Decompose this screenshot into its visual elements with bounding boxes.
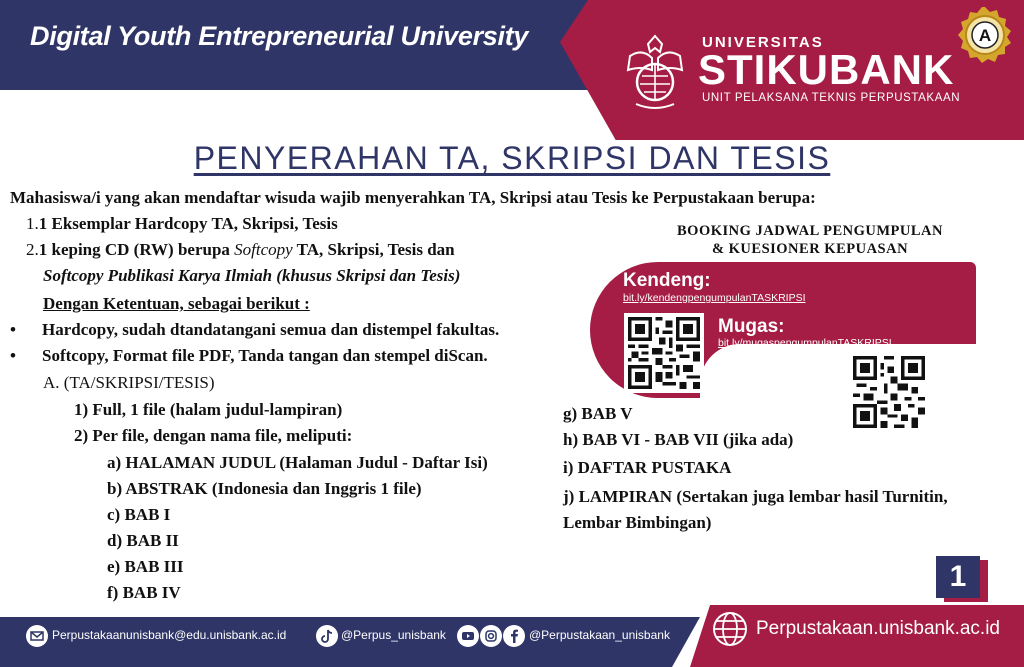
list-item-2-softcopy: Softcopy (234, 240, 293, 259)
file-item: j) LAMPIRAN (Sertakan juga lembar hasil Turnitin, (563, 487, 948, 506)
bullet-softcopy: • Softcopy, Format file PDF, Tanda tangan dan stempel diScan. (10, 346, 488, 365)
file-item: i) DAFTAR PUSTAKA (563, 458, 732, 477)
footer-email[interactable]: Perpustakaanunisbank@edu.unisbank.ac.id (52, 628, 287, 642)
list-item-1-text: 1 Eksemplar Hardcopy TA, Skripsi, Tesis (38, 214, 338, 233)
conditions-heading: Dengan Ketentuan, sebagai berikut : (43, 294, 310, 313)
bullet-softcopy-text: Softcopy, Format file PDF, Tanda tangan dan stempel diScan. (42, 346, 488, 365)
accreditation-badge-icon (956, 6, 1014, 64)
booking-heading-line1: BOOKING JADWAL PENGUMPULAN (677, 223, 943, 239)
facebook-icon (503, 625, 525, 647)
mugas-label: Mugas: (718, 316, 785, 337)
file-item: h) BAB VI - BAB VII (jika ada) (563, 430, 794, 449)
library-unit-label: UNIT PELAKSANA TEKNIS PERPUSTAKAAN (702, 92, 961, 104)
sub-item-full: 1) Full, 1 file (halam judul-lampiran) (74, 400, 343, 419)
booking-heading (630, 222, 990, 258)
footer-tiktok[interactable]: @Perpus_unisbank (341, 628, 446, 642)
sub-item-per-file: 2) Per file, dengan nama file, meliputi: (74, 426, 353, 445)
page-title (0, 140, 1024, 177)
globe-icon (712, 611, 748, 647)
page-number: 1 (936, 556, 980, 598)
booking-panel-cutout (700, 344, 990, 404)
university-label: UNIVERSITAS (702, 34, 824, 51)
list-item-1-number: 1. (26, 214, 39, 233)
mugas-link[interactable]: bit.ly/mugaspengumpulanTASKRIPSI (718, 337, 892, 349)
bullet-hardcopy-text: Hardcopy, sudah dtandatangani semua dan distempel fakultas. (42, 320, 500, 339)
bullet-hardcopy: • Hardcopy, sudah dtandatangani semua dan distempel fakultas. (10, 320, 500, 339)
university-emblem-icon (622, 30, 688, 112)
university-name: STIKUBANK (698, 46, 955, 93)
intro-text: Mahasiswa/i yang akan mendaftar wisuda wajib menyerahkan TA, Skripsi atau Tesis ke Perpustakaan berupa: (10, 188, 816, 207)
footer-contact-bar (0, 617, 700, 667)
kendeng-qr-code[interactable] (624, 313, 704, 393)
list-item-2 (26, 240, 455, 260)
list-item-2-continuation: Softcopy Publikasi Karya Ilmiah (khusus Skripsi dan Tesis) (43, 266, 461, 285)
file-item: b) ABSTRAK (Indonesia dan Inggris 1 file) (107, 479, 422, 498)
file-item-continuation: Lembar Bimbingan) (563, 513, 712, 532)
mugas-qr-code[interactable] (849, 352, 929, 432)
kendeng-label: Kendeng: (623, 270, 711, 291)
file-item: f) BAB IV (107, 583, 181, 602)
file-item: d) BAB II (107, 531, 179, 550)
file-item: c) BAB I (107, 505, 171, 524)
header-tagline: Digital Youth Entrepreneurial University (30, 21, 529, 51)
footer-website[interactable]: Perpustakaan.unisbank.ac.id (756, 618, 1000, 639)
instagram-icon (480, 625, 502, 647)
footer-social-handle[interactable]: @Perpustakaan_unisbank (529, 628, 670, 642)
tiktok-icon (316, 625, 338, 647)
kendeng-link[interactable]: bit.ly/kendengpengumpulanTASKRIPSI (623, 292, 806, 304)
accreditation-grade: A (978, 26, 992, 45)
section-a-heading: A. (TA/SKRIPSI/TESIS) (43, 373, 215, 392)
list-item-2-text-end: TA, Skripsi, Tesis dan (292, 240, 455, 259)
qr-code-icon (853, 356, 925, 428)
file-item: e) BAB III (107, 557, 184, 576)
booking-heading-line2: & KUESIONER KEPUASAN (711, 241, 909, 257)
email-icon (26, 625, 48, 647)
qr-code-icon (628, 317, 700, 389)
list-item-2-text: 1 keping CD (RW) berupa (38, 240, 235, 259)
list-item-1 (26, 214, 338, 234)
list-item-2-number: 2. (26, 240, 39, 259)
file-item: g) BAB V (563, 404, 633, 423)
page-title-text: PENYERAHAN TA, SKRIPSI DAN TESIS (193, 140, 831, 176)
file-item: a) HALAMAN JUDUL (Halaman Judul - Daftar Isi) (107, 453, 488, 472)
youtube-icon (457, 625, 479, 647)
